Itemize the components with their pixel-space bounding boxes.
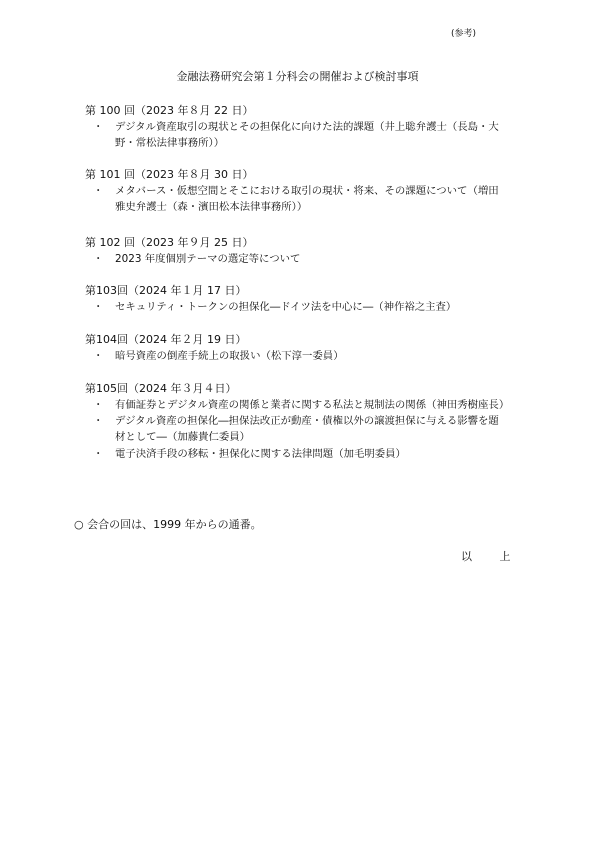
agenda-item [85, 183, 508, 215]
agenda-item-text: デジタル資産の担保化―担保法改正が動産・債権以外の譲渡担保に与える影響を題材として―（加藤貴仁委員） [115, 415, 499, 444]
agenda-item [85, 299, 508, 315]
reference-label: (参考) [451, 29, 477, 39]
bullet-symbol: ・ [93, 253, 104, 265]
agenda-item-text: 2023 年度個別テーマの選定等について [115, 253, 301, 265]
bullet-symbol: ・ [93, 350, 104, 362]
agenda-item [85, 348, 508, 364]
meeting-101 [85, 167, 508, 215]
meeting-104 [85, 332, 508, 364]
meeting-title: 第103回（2024 年１月 17 日） [85, 284, 247, 297]
bullet-symbol: ・ [93, 301, 104, 313]
bullet-symbol: ・ [93, 185, 104, 197]
agenda-item [85, 251, 508, 267]
meeting-105 [85, 381, 508, 462]
meeting-title: 第 100 回（2023 年８月 22 日） [85, 104, 254, 117]
agenda-item [85, 413, 508, 445]
meeting-100 [85, 103, 508, 151]
agenda-item-text: 有価証券とデジタル資産の関係と業者に関する私法と規制法の関係（神田秀樹座長） [115, 399, 510, 411]
agenda-item-text: デジタル資産取引の現状とその担保化に向けた法的課題（井上聡弁護士（長島・大野・常松法律事務所）） [115, 121, 499, 150]
meeting-title: 第 102 回（2023 年９月 25 日） [85, 236, 254, 249]
footnote: ○ 会合の回は、1999 年からの通番。 [74, 518, 262, 531]
bullet-symbol: ・ [93, 447, 104, 460]
bullet-symbol: ・ [93, 121, 104, 133]
document-title: 金融法務研究会第１分科会の開催および検討事項 [176, 70, 419, 83]
closing-remark: 以 上 [461, 550, 511, 563]
agenda-item-text: セキュリティ・トークンの担保化―ドイツ法を中心に―（神作裕之主査） [115, 301, 457, 313]
agenda-item [85, 446, 508, 462]
meeting-title: 第104回（2024 年２月 19 日） [85, 333, 247, 346]
meeting-103 [85, 283, 508, 315]
agenda-item-text: メタバース・仮想空間とそこにおける取引の現状・将来、その課題について（増田雅史弁護士（森・濱田松本法律事務所）） [115, 185, 499, 214]
agenda-item-text: 電子決済手段の移転・担保化に関する法律問題（加毛明委員） [115, 447, 406, 460]
meeting-102 [85, 235, 508, 267]
bullet-symbol: ・ [93, 399, 104, 411]
agenda-item [85, 397, 508, 413]
agenda-item [85, 119, 508, 151]
meeting-title: 第 101 回（2023 年８月 30 日） [85, 168, 254, 181]
agenda-item-text: 暗号資産の倒産手続上の取扱い（松下淳一委員） [115, 350, 344, 362]
bullet-symbol: ・ [93, 415, 104, 428]
meeting-title: 第105回（2024 年３月４日） [85, 382, 237, 395]
